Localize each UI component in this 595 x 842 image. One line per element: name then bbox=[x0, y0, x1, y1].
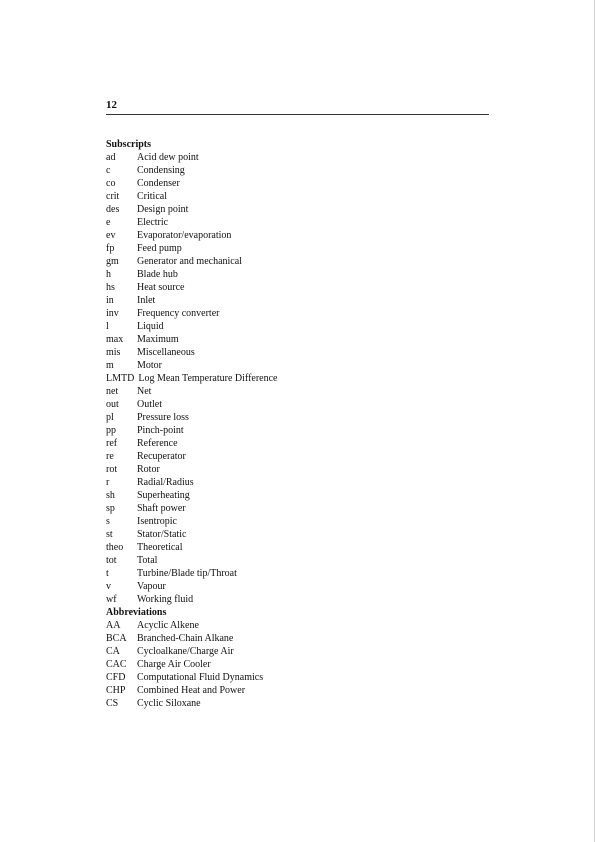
entry-symbol: gm bbox=[106, 256, 119, 267]
nomenclature-entry bbox=[106, 346, 489, 359]
entry-definition: Reference bbox=[137, 438, 178, 449]
entry-definition: Pinch-point bbox=[137, 425, 184, 436]
entry-symbol: theo bbox=[106, 542, 124, 553]
nomenclature-entry bbox=[106, 528, 489, 541]
nomenclature-entry bbox=[106, 190, 489, 203]
entry-definition: Electric bbox=[137, 217, 169, 228]
entry-definition: Outlet bbox=[137, 399, 162, 410]
nomenclature-entry bbox=[106, 385, 489, 398]
entry-symbol: des bbox=[106, 204, 120, 215]
entry-definition: Design point bbox=[137, 204, 189, 215]
entry-symbol: c bbox=[106, 165, 111, 176]
entry-symbol: t bbox=[106, 568, 109, 579]
entry-symbol: r bbox=[106, 477, 110, 488]
entry-definition: Recuperator bbox=[137, 451, 186, 462]
entry-definition: Computational Fluid Dynamics bbox=[137, 672, 264, 683]
entry-definition: Cyclic Siloxane bbox=[137, 698, 201, 709]
nomenclature-entry bbox=[106, 580, 489, 593]
entry-definition: Total bbox=[137, 555, 158, 566]
nomenclature-entry bbox=[106, 151, 489, 164]
entry-symbol: ref bbox=[106, 438, 118, 449]
entry-symbol: max bbox=[106, 334, 124, 345]
entry-symbol: e bbox=[106, 217, 111, 228]
entry-definition: Miscellaneous bbox=[137, 347, 195, 358]
entry-definition: Combined Heat and Power bbox=[137, 685, 246, 696]
entry-symbol: inv bbox=[106, 308, 119, 319]
nomenclature-entry bbox=[106, 255, 489, 268]
entry-symbol: ev bbox=[106, 230, 116, 241]
entry-symbol: h bbox=[106, 269, 111, 280]
nomenclature-entry bbox=[106, 359, 489, 372]
nomenclature-entry bbox=[106, 216, 489, 229]
entry-symbol: in bbox=[106, 295, 114, 306]
nomenclature-entry bbox=[106, 450, 489, 463]
nomenclature-entry bbox=[106, 333, 489, 346]
page-header bbox=[106, 99, 489, 115]
entry-symbol: re bbox=[106, 451, 114, 462]
nomenclature-entry bbox=[106, 502, 489, 515]
nomenclature-entry bbox=[106, 463, 489, 476]
nomenclature-entry bbox=[106, 268, 489, 281]
entry-definition: Evaporator/evaporation bbox=[137, 230, 232, 241]
entry-definition: Charge Air Cooler bbox=[137, 659, 211, 670]
entry-symbol: BCA bbox=[106, 633, 127, 644]
entry-symbol: CFD bbox=[106, 672, 126, 683]
entry-definition: Acid dew point bbox=[137, 152, 199, 163]
entry-symbol: tot bbox=[106, 555, 117, 566]
page-number: 12 bbox=[106, 99, 117, 111]
nomenclature-list bbox=[106, 138, 489, 710]
entry-symbol: l bbox=[106, 321, 109, 332]
nomenclature-entry bbox=[106, 437, 489, 450]
entry-definition: Condenser bbox=[137, 178, 180, 189]
entry-symbol: AA bbox=[106, 620, 121, 631]
nomenclature-entry bbox=[106, 307, 489, 320]
nomenclature-entry bbox=[106, 229, 489, 242]
entry-definition: Condensing bbox=[137, 165, 185, 176]
entry-symbol: mis bbox=[106, 347, 121, 358]
nomenclature-entry bbox=[106, 203, 489, 216]
entry-symbol: out bbox=[106, 399, 119, 410]
entry-symbol: s bbox=[106, 516, 110, 527]
section-title: Subscripts bbox=[106, 139, 152, 150]
entry-symbol: CS bbox=[106, 698, 119, 709]
nomenclature-entry bbox=[106, 320, 489, 333]
entry-symbol: sp bbox=[106, 503, 115, 514]
entry-definition: Inlet bbox=[137, 295, 156, 306]
entry-symbol: fp bbox=[106, 243, 115, 254]
entry-symbol: co bbox=[106, 178, 116, 189]
entry-symbol: LMTD bbox=[106, 373, 135, 384]
nomenclature-entry bbox=[106, 684, 489, 697]
entry-definition: Working fluid bbox=[137, 594, 194, 605]
entry-symbol: CAC bbox=[106, 659, 127, 670]
entry-symbol: ad bbox=[106, 152, 116, 163]
nomenclature-entry bbox=[106, 476, 489, 489]
entry-definition: Liquid bbox=[137, 321, 164, 332]
entry-definition: Branched-Chain Alkane bbox=[137, 633, 234, 644]
nomenclature-entry bbox=[106, 411, 489, 424]
nomenclature-entry bbox=[106, 294, 489, 307]
entry-definition: Cycloalkane/Charge Air bbox=[137, 646, 234, 657]
nomenclature-entry bbox=[106, 658, 489, 671]
entry-symbol: crit bbox=[106, 191, 120, 202]
entry-definition: Maximum bbox=[137, 334, 179, 345]
nomenclature-entry bbox=[106, 164, 489, 177]
entry-symbol: v bbox=[106, 581, 111, 592]
entry-definition: Shaft power bbox=[137, 503, 186, 514]
nomenclature-entry bbox=[106, 697, 489, 710]
nomenclature-entry bbox=[106, 242, 489, 255]
nomenclature-entry bbox=[106, 632, 489, 645]
nomenclature-entry bbox=[106, 372, 489, 385]
nomenclature-entry bbox=[106, 619, 489, 632]
entry-definition: Log Mean Temperature Difference bbox=[138, 373, 278, 384]
nomenclature-entry bbox=[106, 424, 489, 437]
entry-definition: Radial/Radius bbox=[137, 477, 194, 488]
entry-definition: Stator/Static bbox=[137, 529, 187, 540]
entry-definition: Vapour bbox=[137, 581, 166, 592]
entry-definition: Blade hub bbox=[137, 269, 178, 280]
entry-definition: Turbine/Blade tip/Throat bbox=[137, 568, 237, 579]
entry-symbol: wf bbox=[106, 594, 117, 605]
entry-symbol: CA bbox=[106, 646, 120, 657]
nomenclature-entry bbox=[106, 281, 489, 294]
entry-definition: Isentropic bbox=[137, 516, 177, 527]
entry-symbol: sh bbox=[106, 490, 115, 501]
nomenclature-entry bbox=[106, 541, 489, 554]
nomenclature-entry bbox=[106, 567, 489, 580]
section-title: Abbreviations bbox=[106, 607, 167, 618]
entry-symbol: m bbox=[106, 360, 114, 371]
nomenclature-entry bbox=[106, 398, 489, 411]
entry-definition: Theoretical bbox=[137, 542, 183, 553]
entry-symbol: rot bbox=[106, 464, 118, 475]
entry-definition: Pressure loss bbox=[137, 412, 189, 423]
nomenclature-entry bbox=[106, 177, 489, 190]
entry-symbol: pl bbox=[106, 412, 114, 423]
entry-symbol: st bbox=[106, 529, 113, 540]
entry-definition: Feed pump bbox=[137, 243, 182, 254]
entry-symbol: hs bbox=[106, 282, 115, 293]
entry-symbol: net bbox=[106, 386, 119, 397]
nomenclature-entry bbox=[106, 645, 489, 658]
entry-definition: Acyclic Alkene bbox=[137, 620, 199, 631]
entry-definition: Net bbox=[137, 386, 152, 397]
nomenclature-entry bbox=[106, 515, 489, 528]
entry-definition: Heat source bbox=[137, 282, 185, 293]
nomenclature-entry bbox=[106, 671, 489, 684]
nomenclature-entry bbox=[106, 593, 489, 606]
entry-symbol: pp bbox=[106, 425, 116, 436]
entry-definition: Rotor bbox=[137, 464, 160, 475]
entry-definition: Superheating bbox=[137, 490, 190, 501]
entry-definition: Generator and mechanical bbox=[137, 256, 242, 267]
entry-definition: Critical bbox=[137, 191, 167, 202]
nomenclature-entry bbox=[106, 489, 489, 502]
entry-symbol: CHP bbox=[106, 685, 126, 696]
entry-definition: Motor bbox=[137, 360, 162, 371]
nomenclature-entry bbox=[106, 554, 489, 567]
entry-definition: Frequency converter bbox=[137, 308, 220, 319]
